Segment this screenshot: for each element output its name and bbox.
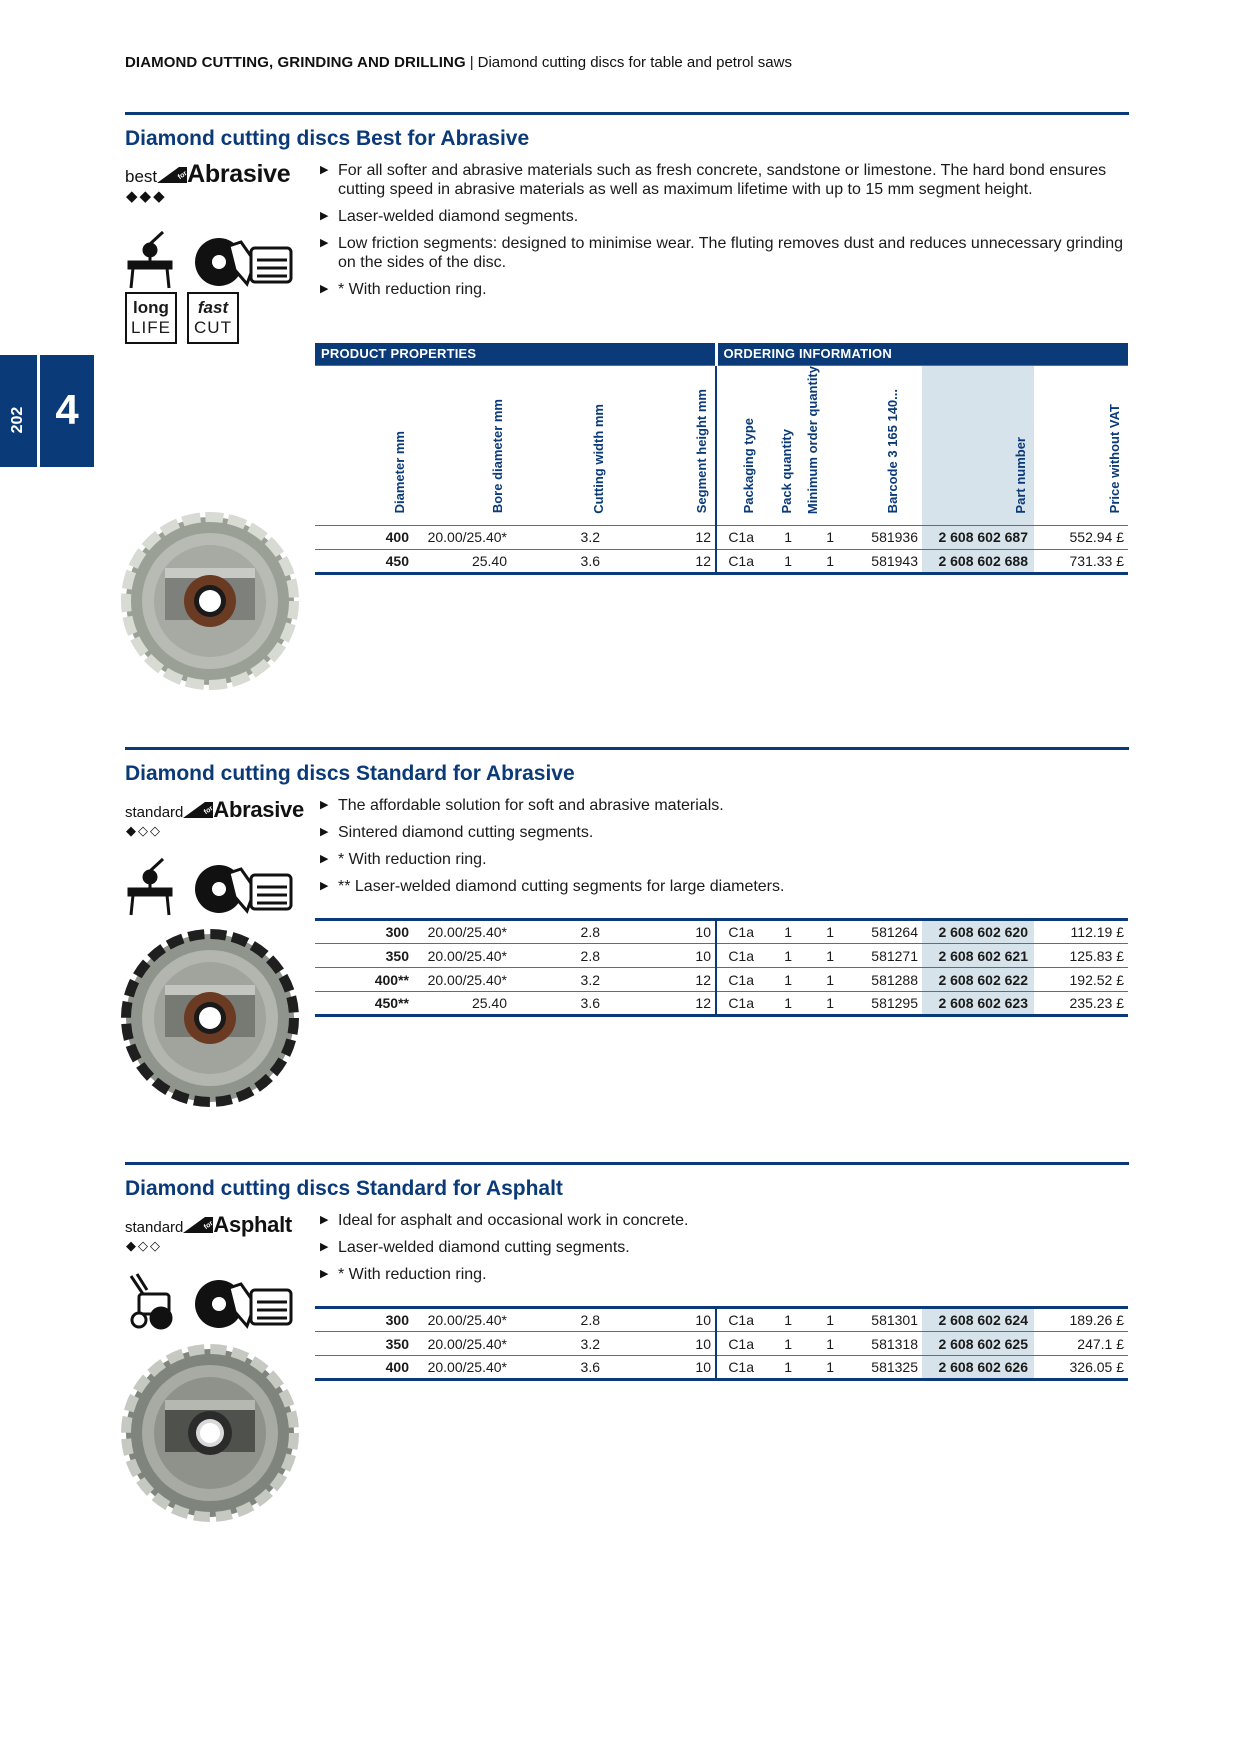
bullet-arrow-icon: ▶ bbox=[320, 164, 329, 176]
col-header-text: Barcode 3 165 140... bbox=[885, 389, 900, 514]
section-rule bbox=[125, 112, 1129, 115]
table-row bbox=[315, 944, 1128, 968]
list-item bbox=[320, 850, 1135, 869]
col-header-segment-height bbox=[612, 365, 716, 525]
cell-segment-height: 10 bbox=[612, 1356, 716, 1380]
for-tag-icon bbox=[183, 1217, 213, 1233]
feature-list bbox=[320, 1211, 1135, 1292]
diamond-icon: ◆◆◆ bbox=[126, 188, 167, 205]
cell-packaging: C1a bbox=[728, 1335, 754, 1352]
cell-barcode: 581318 bbox=[871, 1335, 918, 1352]
cell-barcode: 581271 bbox=[871, 947, 918, 964]
bullet-arrow-icon: ▶ bbox=[320, 880, 329, 892]
chapter-number: 4 bbox=[55, 386, 79, 433]
tab-divider bbox=[37, 355, 40, 467]
list-item bbox=[320, 234, 1135, 272]
cell-min-order: 1 bbox=[826, 947, 834, 964]
petrol-saw-icon bbox=[195, 865, 291, 913]
col-header-text: Price without VAT bbox=[1107, 404, 1122, 514]
col-header-pack-qty bbox=[762, 365, 800, 525]
application-icons bbox=[125, 1272, 305, 1337]
table-row bbox=[315, 1356, 1128, 1380]
diamond-icon: ◆◇◇ bbox=[126, 823, 162, 838]
section-standard-for-asphalt bbox=[125, 1162, 1129, 1375]
logo-material: Abrasive bbox=[187, 160, 291, 188]
col-header-packaging bbox=[716, 365, 762, 525]
product-logo bbox=[125, 160, 290, 205]
cell-part-number: 2 608 602 625 bbox=[922, 1332, 1034, 1356]
cell-bore: 20.00/25.40* bbox=[427, 1335, 507, 1352]
application-icons bbox=[125, 857, 305, 922]
table-saw-icon bbox=[129, 232, 171, 288]
col-header-min-order bbox=[800, 365, 842, 525]
table-row bbox=[315, 1332, 1128, 1356]
cell-segment-height: 10 bbox=[612, 1332, 716, 1356]
col-header-cutting-width bbox=[511, 365, 612, 525]
cell-bore: 25.40 bbox=[471, 552, 507, 569]
cell-min-order: 1 bbox=[826, 1312, 834, 1328]
col-header-part-number bbox=[922, 365, 1034, 525]
cell-part-number: 2 608 602 622 bbox=[922, 968, 1034, 992]
col-header-text: Part number bbox=[1013, 436, 1028, 514]
list-item-text: Sintered diamond cutting segments. bbox=[338, 824, 594, 841]
cell-diameter: 300 bbox=[385, 1312, 409, 1328]
cell-cutting-width: 2.8 bbox=[580, 924, 600, 940]
column-header-row bbox=[315, 365, 1128, 525]
table-row bbox=[315, 992, 1128, 1016]
table-row bbox=[315, 1308, 1128, 1332]
cell-cutting-width: 3.6 bbox=[580, 552, 600, 569]
list-item-text: Ideal for asphalt and occasional work in concrete. bbox=[338, 1212, 689, 1229]
cell-price: 192.52 £ bbox=[1069, 971, 1124, 988]
cell-part-number: 2 608 602 688 bbox=[922, 549, 1034, 573]
table-row bbox=[315, 549, 1128, 573]
cell-bore: 20.00/25.40* bbox=[427, 971, 507, 988]
cell-packaging: C1a bbox=[728, 1359, 754, 1375]
cell-price: 552.94 £ bbox=[1069, 529, 1124, 546]
feature-badges bbox=[125, 292, 239, 344]
cell-pack-qty: 1 bbox=[784, 924, 792, 940]
product-table bbox=[315, 343, 1128, 575]
cell-diameter: 300 bbox=[385, 924, 409, 940]
list-item bbox=[320, 796, 1135, 815]
list-item-text: * With reduction ring. bbox=[338, 1266, 487, 1283]
cell-packaging: C1a bbox=[728, 947, 754, 964]
product-logo bbox=[125, 1212, 292, 1254]
cell-diameter: 400 bbox=[385, 529, 409, 546]
cell-diameter: 450 bbox=[385, 552, 409, 569]
application-icons bbox=[125, 230, 305, 295]
ordering-information-header: ORDERING INFORMATION bbox=[716, 343, 1128, 365]
list-item-text: Laser-welded diamond segments. bbox=[338, 208, 579, 225]
cell-barcode: 581936 bbox=[871, 529, 918, 546]
cell-pack-qty: 1 bbox=[784, 947, 792, 964]
diamond-disc-image bbox=[125, 1348, 295, 1518]
badge-bottom-text: LIFE bbox=[131, 318, 171, 337]
cell-part-number: 2 608 602 621 bbox=[922, 944, 1034, 968]
cell-bore: 25.40 bbox=[471, 995, 507, 1011]
bullet-arrow-icon: ▶ bbox=[320, 826, 329, 838]
list-item bbox=[320, 207, 1135, 226]
cell-bore: 20.00/25.40* bbox=[427, 947, 507, 964]
section-best-for-abrasive bbox=[125, 112, 1129, 569]
cell-barcode: 581943 bbox=[871, 552, 918, 569]
cell-price: 731.33 £ bbox=[1069, 552, 1124, 569]
cell-pack-qty: 1 bbox=[784, 1335, 792, 1352]
cell-min-order: 1 bbox=[826, 995, 834, 1011]
list-item bbox=[320, 1211, 1135, 1230]
cell-min-order: 1 bbox=[826, 1359, 834, 1375]
logo-prefix: standard bbox=[125, 1219, 184, 1236]
bullet-arrow-icon: ▶ bbox=[320, 210, 329, 222]
bullet-arrow-icon: ▶ bbox=[320, 283, 329, 295]
cell-price: 247.1 £ bbox=[1077, 1335, 1124, 1352]
cell-segment-height: 10 bbox=[612, 920, 716, 944]
cell-barcode: 581325 bbox=[871, 1359, 918, 1375]
cell-cutting-width: 2.8 bbox=[580, 1312, 600, 1328]
list-item-text: The affordable solution for soft and abrasive materials. bbox=[338, 797, 724, 814]
cell-packaging: C1a bbox=[728, 552, 754, 569]
bullet-arrow-icon: ▶ bbox=[320, 853, 329, 865]
cell-barcode: 581295 bbox=[871, 995, 918, 1011]
cell-packaging: C1a bbox=[728, 1312, 754, 1328]
diamond-disc-image bbox=[125, 933, 295, 1103]
cell-part-number: 2 608 602 620 bbox=[922, 920, 1034, 944]
svg-text:for: for bbox=[203, 1220, 215, 1232]
col-header-text: Diameter mm bbox=[392, 431, 407, 514]
cell-bore: 20.00/25.40* bbox=[427, 529, 507, 546]
section-title: Diamond cutting discs Standard for Abrasive bbox=[125, 762, 575, 785]
for-tag-icon bbox=[157, 167, 187, 183]
cell-cutting-width: 2.8 bbox=[580, 947, 600, 964]
col-header-price bbox=[1034, 365, 1128, 525]
cell-packaging: C1a bbox=[728, 995, 754, 1011]
fast-cut-badge bbox=[187, 292, 239, 344]
cell-barcode: 581264 bbox=[871, 924, 918, 940]
bullet-arrow-icon: ▶ bbox=[320, 1214, 329, 1226]
section-title: Diamond cutting discs Best for Abrasive bbox=[125, 127, 530, 150]
table-row bbox=[315, 920, 1128, 944]
cell-pack-qty: 1 bbox=[784, 995, 792, 1011]
table-saw-and-petrol-saw-icons bbox=[125, 230, 305, 290]
list-item bbox=[320, 161, 1135, 199]
cell-pack-qty: 1 bbox=[784, 1359, 792, 1375]
list-item-text: Laser-welded diamond cutting segments. bbox=[338, 1239, 630, 1256]
cell-price: 112.19 £ bbox=[1070, 924, 1124, 940]
cell-price: 326.05 £ bbox=[1069, 1359, 1124, 1375]
list-item-text: ** Laser-welded diamond cutting segments for large diameters. bbox=[338, 878, 785, 895]
col-header-barcode bbox=[842, 365, 922, 525]
list-item-text: For all softer and abrasive materials such as fresh concrete, sandstone or limestone. The hard bond ensures cutting speed in abrasive materials as well as maximum lifetime with up to 15 mm segment height. bbox=[338, 162, 1107, 198]
cell-min-order: 1 bbox=[826, 971, 834, 988]
cell-cutting-width: 3.2 bbox=[580, 971, 600, 988]
cell-barcode: 581288 bbox=[871, 971, 918, 988]
running-head bbox=[125, 54, 792, 71]
cell-bore: 20.00/25.40* bbox=[427, 1359, 507, 1375]
list-item bbox=[320, 877, 1135, 896]
product-table bbox=[315, 1306, 1128, 1381]
logo-prefix: standard bbox=[125, 804, 184, 821]
feature-list bbox=[320, 796, 1135, 904]
cell-bore: 20.00/25.40* bbox=[427, 924, 507, 940]
cell-pack-qty: 1 bbox=[784, 971, 792, 988]
cell-segment-height: 10 bbox=[612, 944, 716, 968]
diamond-icon: ◆◇◇ bbox=[126, 1238, 162, 1253]
col-header-text: Bore diameter mm bbox=[490, 399, 505, 514]
cell-price: 235.23 £ bbox=[1069, 995, 1124, 1011]
section-rule bbox=[125, 747, 1129, 750]
cell-cutting-width: 3.6 bbox=[580, 995, 600, 1011]
product-table bbox=[315, 918, 1128, 1017]
cell-diameter: 450** bbox=[374, 995, 409, 1011]
table-band-row bbox=[315, 343, 1128, 365]
product-properties-header: PRODUCT PROPERTIES bbox=[315, 343, 716, 365]
cell-diameter: 350 bbox=[385, 947, 409, 964]
cell-min-order: 1 bbox=[826, 552, 834, 569]
cell-cutting-width: 3.6 bbox=[580, 1359, 600, 1375]
list-item bbox=[320, 1265, 1135, 1284]
col-header-text: Segment height mm bbox=[694, 389, 709, 514]
cell-part-number: 2 608 602 624 bbox=[922, 1308, 1034, 1332]
col-header-text: Cutting width mm bbox=[591, 403, 606, 514]
cell-packaging: C1a bbox=[728, 924, 754, 940]
logo-material: Abrasive bbox=[213, 797, 304, 822]
cell-price: 125.83 £ bbox=[1069, 947, 1124, 964]
table-saw-icon bbox=[129, 859, 171, 915]
cell-part-number: 2 608 602 623 bbox=[922, 992, 1034, 1016]
svg-text:for: for bbox=[203, 805, 215, 817]
cell-segment-height: 12 bbox=[612, 992, 716, 1016]
bullet-arrow-icon: ▶ bbox=[320, 1241, 329, 1253]
bullet-arrow-icon: ▶ bbox=[320, 799, 329, 811]
badge-top-text: long bbox=[133, 298, 169, 317]
section-standard-for-abrasive bbox=[125, 747, 1129, 1011]
cell-barcode: 581301 bbox=[871, 1312, 918, 1328]
list-item bbox=[320, 1238, 1135, 1257]
cell-pack-qty: 1 bbox=[784, 529, 792, 546]
cell-diameter: 400** bbox=[374, 971, 409, 988]
cell-segment-height: 12 bbox=[612, 549, 716, 573]
cell-cutting-width: 3.2 bbox=[580, 1335, 600, 1352]
cell-segment-height: 10 bbox=[612, 1308, 716, 1332]
for-tag-icon bbox=[183, 802, 213, 818]
list-item bbox=[320, 280, 1135, 299]
floor-saw-icon bbox=[131, 1274, 171, 1328]
chapter-tab bbox=[0, 355, 94, 467]
cell-part-number: 2 608 602 687 bbox=[922, 525, 1034, 549]
cell-packaging: C1a bbox=[728, 529, 754, 546]
cell-segment-height: 12 bbox=[612, 525, 716, 549]
cell-min-order: 1 bbox=[826, 1335, 834, 1352]
svg-text:for: for bbox=[176, 170, 189, 182]
cell-bore: 20.00/25.40* bbox=[427, 1312, 507, 1328]
feature-list bbox=[320, 161, 1135, 307]
chapter-title: DIAMOND CUTTING, GRINDING AND DRILLING bbox=[125, 54, 466, 71]
section-rule bbox=[125, 1162, 1129, 1165]
cell-min-order: 1 bbox=[826, 529, 834, 546]
col-header-diameter bbox=[315, 365, 413, 525]
running-head-separator: | bbox=[469, 54, 474, 71]
cell-price: 189.26 £ bbox=[1069, 1312, 1124, 1328]
bullet-arrow-icon: ▶ bbox=[320, 1268, 329, 1280]
bullet-arrow-icon: ▶ bbox=[320, 237, 329, 249]
badge-bottom-text: CUT bbox=[194, 318, 232, 337]
col-header-text: Packaging type bbox=[741, 418, 756, 514]
list-item-text: Low friction segments: designed to minimise wear. The fluting removes dust and reduces unnecessary grinding on the sides of the disc. bbox=[338, 235, 1124, 271]
section-title: Diamond cutting discs Standard for Asphalt bbox=[125, 1177, 563, 1200]
col-header-bore bbox=[413, 365, 511, 525]
long-life-badge bbox=[125, 292, 177, 344]
cell-min-order: 1 bbox=[826, 924, 834, 940]
table-saw-and-petrol-saw-icons bbox=[125, 857, 305, 917]
list-item bbox=[320, 823, 1135, 842]
floor-saw-and-petrol-saw-icons bbox=[125, 1272, 305, 1332]
diamond-disc-image bbox=[125, 516, 295, 686]
logo-prefix: best bbox=[125, 167, 158, 186]
col-header-text: Minimum order quantity bbox=[805, 365, 820, 514]
cell-diameter: 400 bbox=[385, 1359, 409, 1375]
cell-diameter: 350 bbox=[385, 1335, 409, 1352]
petrol-saw-icon bbox=[195, 1280, 291, 1328]
table-row bbox=[315, 525, 1128, 549]
col-header-text: Pack quantity bbox=[779, 429, 794, 514]
cell-pack-qty: 1 bbox=[784, 552, 792, 569]
table-row bbox=[315, 968, 1128, 992]
cell-packaging: C1a bbox=[728, 971, 754, 988]
list-item-text: * With reduction ring. bbox=[338, 851, 487, 868]
badge-top-text: fast bbox=[197, 298, 229, 317]
cell-segment-height: 12 bbox=[612, 968, 716, 992]
page-number: 202 bbox=[9, 406, 26, 434]
cell-part-number: 2 608 602 626 bbox=[922, 1356, 1034, 1380]
cell-pack-qty: 1 bbox=[784, 1312, 792, 1328]
topic-title: Diamond cutting discs for table and petrol saws bbox=[477, 54, 792, 71]
list-item-text: * With reduction ring. bbox=[338, 281, 487, 298]
petrol-saw-icon bbox=[195, 238, 291, 286]
logo-material: Asphalt bbox=[213, 1212, 292, 1237]
product-logo bbox=[125, 797, 304, 839]
cell-cutting-width: 3.2 bbox=[580, 529, 600, 546]
